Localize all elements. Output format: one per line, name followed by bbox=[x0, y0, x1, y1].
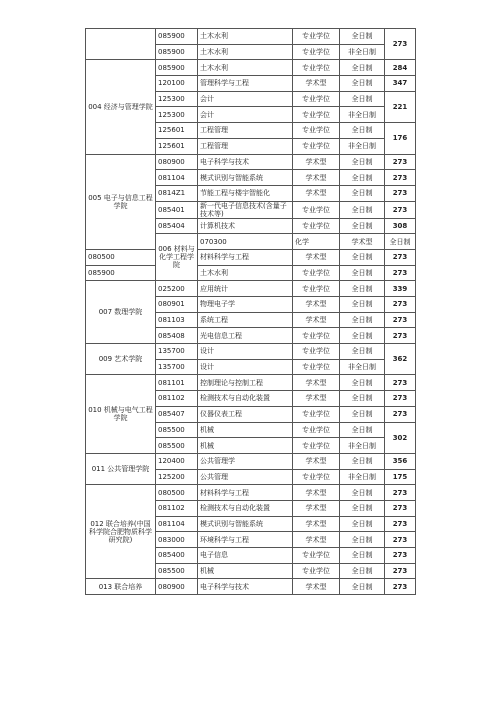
score-cell: 176 bbox=[385, 123, 416, 154]
study-mode-cell: 非全日制 bbox=[340, 359, 385, 375]
major-code-cell: 125300 bbox=[156, 91, 198, 107]
study-mode-cell: 非全日制 bbox=[340, 44, 385, 60]
score-cell: 273 bbox=[385, 563, 416, 579]
degree-type-cell: 专业学位 bbox=[293, 359, 340, 375]
major-code-cell: 081104 bbox=[156, 516, 198, 532]
score-cell: 308 bbox=[385, 218, 416, 234]
major-code-cell: 085900 bbox=[156, 44, 198, 60]
study-mode-cell: 全日制 bbox=[340, 249, 385, 265]
major-code-cell: 085404 bbox=[156, 218, 198, 234]
major-code-cell: 080500 bbox=[156, 485, 198, 501]
major-name-cell: 环境科学与工程 bbox=[198, 532, 293, 548]
major-name-cell: 会计 bbox=[198, 91, 293, 107]
major-name-cell: 机械 bbox=[198, 422, 293, 438]
degree-type-cell: 学术型 bbox=[293, 485, 340, 501]
study-mode-cell: 全日制 bbox=[340, 516, 385, 532]
degree-type-cell: 学术型 bbox=[293, 532, 340, 548]
degree-type-cell: 专业学位 bbox=[293, 548, 340, 564]
study-mode-cell: 全日制 bbox=[340, 201, 385, 218]
degree-type-cell: 学术型 bbox=[293, 154, 340, 170]
score-cell: 273 bbox=[385, 406, 416, 422]
study-mode-cell: 全日制 bbox=[340, 391, 385, 407]
college-cell: 011 公共管理学院 bbox=[86, 453, 156, 484]
major-name-cell: 机械 bbox=[198, 563, 293, 579]
table-row bbox=[86, 485, 416, 501]
major-code-cell: 085500 bbox=[156, 438, 198, 454]
major-code-cell: 081102 bbox=[156, 500, 198, 516]
study-mode-cell: 全日制 bbox=[340, 375, 385, 391]
degree-type-cell: 学术型 bbox=[293, 249, 340, 265]
major-name-cell: 节能工程与楼宇智能化 bbox=[198, 185, 293, 201]
degree-type-cell: 学术型 bbox=[293, 185, 340, 201]
degree-type-cell: 专业学位 bbox=[293, 563, 340, 579]
major-code-cell: 135700 bbox=[156, 344, 198, 360]
study-mode-cell: 全日制 bbox=[340, 29, 385, 45]
score-cell: 284 bbox=[385, 60, 416, 76]
college-cell: 007 数理学院 bbox=[86, 281, 156, 344]
study-mode-cell: 全日制 bbox=[340, 91, 385, 107]
table-body bbox=[86, 29, 416, 595]
study-mode-cell: 全日制 bbox=[340, 328, 385, 344]
degree-type-cell: 专业学位 bbox=[293, 107, 340, 123]
degree-type-cell: 专业学位 bbox=[293, 438, 340, 454]
score-cell: 273 bbox=[385, 548, 416, 564]
major-code-cell: 085900 bbox=[86, 265, 156, 281]
table-row bbox=[86, 344, 416, 360]
score-cell: 273 bbox=[385, 391, 416, 407]
study-mode-cell: 全日制 bbox=[340, 500, 385, 516]
table-row bbox=[86, 265, 416, 281]
major-code-cell: 120100 bbox=[156, 76, 198, 92]
degree-type-cell: 学术型 bbox=[293, 579, 340, 595]
major-name-cell: 控制理论与控制工程 bbox=[198, 375, 293, 391]
study-mode-cell: 全日制 bbox=[340, 563, 385, 579]
degree-type-cell: 学术型 bbox=[293, 76, 340, 92]
score-cell: 273 bbox=[385, 170, 416, 186]
major-code-cell: 081101 bbox=[156, 375, 198, 391]
major-code-cell: 081103 bbox=[156, 312, 198, 328]
major-name-cell: 物理电子学 bbox=[198, 297, 293, 313]
degree-type-cell: 专业学位 bbox=[293, 422, 340, 438]
major-name-cell: 材料科学与工程 bbox=[198, 485, 293, 501]
table-row bbox=[86, 281, 416, 297]
study-mode-cell: 全日制 bbox=[340, 265, 385, 281]
study-mode-cell: 全日制 bbox=[340, 123, 385, 139]
degree-type-cell: 学术型 bbox=[293, 375, 340, 391]
score-cell: 339 bbox=[385, 281, 416, 297]
score-cell: 356 bbox=[385, 453, 416, 469]
major-name-cell: 土木水利 bbox=[198, 29, 293, 45]
major-name-cell: 土木水利 bbox=[198, 265, 293, 281]
major-code-cell: 135700 bbox=[156, 359, 198, 375]
study-mode-cell: 全日制 bbox=[340, 344, 385, 360]
major-name-cell: 设计 bbox=[198, 344, 293, 360]
major-name-cell: 电子科学与技术 bbox=[198, 154, 293, 170]
score-cell: 273 bbox=[385, 375, 416, 391]
degree-type-cell: 学术型 bbox=[293, 453, 340, 469]
table-row bbox=[86, 249, 416, 265]
study-mode-cell: 全日制 bbox=[340, 406, 385, 422]
degree-type-cell: 专业学位 bbox=[293, 44, 340, 60]
major-code-cell: 080901 bbox=[156, 297, 198, 313]
major-code-cell: 081102 bbox=[156, 391, 198, 407]
study-mode-cell: 全日制 bbox=[340, 281, 385, 297]
score-cell: 273 bbox=[385, 265, 416, 281]
major-code-cell: 085407 bbox=[156, 406, 198, 422]
study-mode-cell: 全日制 bbox=[340, 453, 385, 469]
college-cell: 006 材料与化学工程学院 bbox=[156, 234, 198, 281]
admission-score-table bbox=[85, 28, 416, 595]
score-cell: 273 bbox=[385, 201, 416, 218]
study-mode-cell: 全日制 bbox=[340, 154, 385, 170]
major-name-cell: 公共管理学 bbox=[198, 453, 293, 469]
study-mode-cell: 全日制 bbox=[340, 76, 385, 92]
major-name-cell: 光电信息工程 bbox=[198, 328, 293, 344]
major-name-cell: 化学 bbox=[293, 234, 340, 250]
study-mode-cell: 全日制 bbox=[340, 218, 385, 234]
study-mode-cell: 非全日制 bbox=[340, 469, 385, 485]
major-name-cell: 应用统计 bbox=[198, 281, 293, 297]
score-cell: 273 bbox=[385, 297, 416, 313]
score-cell: 273 bbox=[385, 29, 416, 60]
score-cell: 273 bbox=[385, 516, 416, 532]
score-cell: 347 bbox=[385, 76, 416, 92]
major-name-cell: 土木水利 bbox=[198, 60, 293, 76]
major-code-cell: 120400 bbox=[156, 453, 198, 469]
major-code-cell: 080500 bbox=[86, 249, 156, 265]
college-cell: 004 经济与管理学院 bbox=[86, 60, 156, 154]
major-name-cell: 设计 bbox=[198, 359, 293, 375]
college-cell: 005 电子与信息工程学院 bbox=[86, 154, 156, 249]
major-code-cell: 083000 bbox=[156, 532, 198, 548]
degree-type-cell: 专业学位 bbox=[293, 328, 340, 344]
major-code-cell: 085900 bbox=[156, 60, 198, 76]
study-mode-cell: 全日制 bbox=[340, 60, 385, 76]
major-code-cell: 085500 bbox=[156, 563, 198, 579]
degree-type-cell: 专业学位 bbox=[293, 218, 340, 234]
study-mode-cell: 全日制 bbox=[340, 579, 385, 595]
study-mode-cell: 非全日制 bbox=[340, 107, 385, 123]
study-mode-cell: 全日制 bbox=[340, 185, 385, 201]
college-cell bbox=[86, 29, 156, 60]
major-code-cell: 0814Z1 bbox=[156, 185, 198, 201]
major-code-cell: 085408 bbox=[156, 328, 198, 344]
degree-type-cell: 专业学位 bbox=[293, 281, 340, 297]
degree-type-cell: 学术型 bbox=[293, 170, 340, 186]
table-row bbox=[86, 375, 416, 391]
degree-type-cell: 学术型 bbox=[293, 516, 340, 532]
major-name-cell: 工程管理 bbox=[198, 123, 293, 139]
score-cell: 273 bbox=[385, 312, 416, 328]
score-cell: 221 bbox=[385, 91, 416, 122]
major-name-cell: 检测技术与自动化装置 bbox=[198, 500, 293, 516]
major-name-cell: 管理科学与工程 bbox=[198, 76, 293, 92]
degree-type-cell: 专业学位 bbox=[293, 123, 340, 139]
table-row bbox=[86, 579, 416, 595]
major-name-cell: 工程管理 bbox=[198, 138, 293, 154]
score-cell: 175 bbox=[385, 469, 416, 485]
degree-type-cell: 专业学位 bbox=[293, 60, 340, 76]
degree-type-cell: 学术型 bbox=[293, 312, 340, 328]
score-cell: 362 bbox=[385, 344, 416, 375]
major-name-cell: 电子信息 bbox=[198, 548, 293, 564]
major-name-cell: 系统工程 bbox=[198, 312, 293, 328]
major-name-cell: 机械 bbox=[198, 438, 293, 454]
major-name-cell: 仪器仪表工程 bbox=[198, 406, 293, 422]
degree-type-cell: 专业学位 bbox=[293, 344, 340, 360]
major-code-cell: 085900 bbox=[156, 29, 198, 45]
major-code-cell: 085401 bbox=[156, 201, 198, 218]
major-code-cell: 080900 bbox=[156, 579, 198, 595]
table-row bbox=[86, 453, 416, 469]
study-mode-cell: 全日制 bbox=[340, 297, 385, 313]
study-mode-cell: 非全日制 bbox=[340, 138, 385, 154]
major-name-cell: 公共管理 bbox=[198, 469, 293, 485]
major-code-cell: 125601 bbox=[156, 138, 198, 154]
table-row bbox=[86, 154, 416, 170]
score-cell: 273 bbox=[385, 485, 416, 501]
score-cell: 273 bbox=[385, 249, 416, 265]
major-code-cell: 080900 bbox=[156, 154, 198, 170]
major-name-cell: 模式识别与智能系统 bbox=[198, 516, 293, 532]
table-row bbox=[86, 29, 416, 45]
degree-type-cell: 学术型 bbox=[293, 297, 340, 313]
degree-type-cell: 学术型 bbox=[340, 234, 385, 250]
major-name-cell: 土木水利 bbox=[198, 44, 293, 60]
major-name-cell: 计算机技术 bbox=[198, 218, 293, 234]
college-cell: 012 联合培养(中国科学院合肥物质科学研究院) bbox=[86, 485, 156, 579]
major-code-cell: 125300 bbox=[156, 107, 198, 123]
major-code-cell: 070300 bbox=[198, 234, 293, 250]
major-code-cell: 125200 bbox=[156, 469, 198, 485]
major-code-cell: 125601 bbox=[156, 123, 198, 139]
score-cell: 273 bbox=[385, 328, 416, 344]
major-name-cell: 电子科学与技术 bbox=[198, 579, 293, 595]
score-cell: 273 bbox=[385, 500, 416, 516]
score-cell: 273 bbox=[385, 154, 416, 170]
study-mode-cell: 全日制 bbox=[385, 234, 416, 250]
degree-type-cell: 专业学位 bbox=[293, 406, 340, 422]
degree-type-cell: 专业学位 bbox=[293, 29, 340, 45]
study-mode-cell: 全日制 bbox=[340, 170, 385, 186]
study-mode-cell: 非全日制 bbox=[340, 438, 385, 454]
college-cell: 013 联合培养 bbox=[86, 579, 156, 595]
major-code-cell: 025200 bbox=[156, 281, 198, 297]
score-cell: 273 bbox=[385, 579, 416, 595]
degree-type-cell: 专业学位 bbox=[293, 265, 340, 281]
study-mode-cell: 全日制 bbox=[340, 485, 385, 501]
major-code-cell: 085500 bbox=[156, 422, 198, 438]
study-mode-cell: 全日制 bbox=[340, 548, 385, 564]
score-cell: 273 bbox=[385, 532, 416, 548]
degree-type-cell: 学术型 bbox=[293, 500, 340, 516]
score-cell: 302 bbox=[385, 422, 416, 453]
degree-type-cell: 学术型 bbox=[293, 391, 340, 407]
score-cell: 273 bbox=[385, 185, 416, 201]
major-name-cell: 模式识别与智能系统 bbox=[198, 170, 293, 186]
degree-type-cell: 专业学位 bbox=[293, 138, 340, 154]
major-code-cell: 085400 bbox=[156, 548, 198, 564]
major-name-cell: 材料科学与工程 bbox=[198, 249, 293, 265]
degree-type-cell: 专业学位 bbox=[293, 469, 340, 485]
table-row bbox=[86, 60, 416, 76]
degree-type-cell: 专业学位 bbox=[293, 201, 340, 218]
study-mode-cell: 全日制 bbox=[340, 312, 385, 328]
major-code-cell: 081104 bbox=[156, 170, 198, 186]
degree-type-cell: 专业学位 bbox=[293, 91, 340, 107]
major-name-cell: 新一代电子信息技术(含量子技术等) bbox=[198, 201, 293, 218]
study-mode-cell: 全日制 bbox=[340, 532, 385, 548]
major-name-cell: 检测技术与自动化装置 bbox=[198, 391, 293, 407]
college-cell: 010 机械与电气工程学院 bbox=[86, 375, 156, 453]
major-name-cell: 会计 bbox=[198, 107, 293, 123]
college-cell: 009 艺术学院 bbox=[86, 344, 156, 375]
study-mode-cell: 全日制 bbox=[340, 422, 385, 438]
